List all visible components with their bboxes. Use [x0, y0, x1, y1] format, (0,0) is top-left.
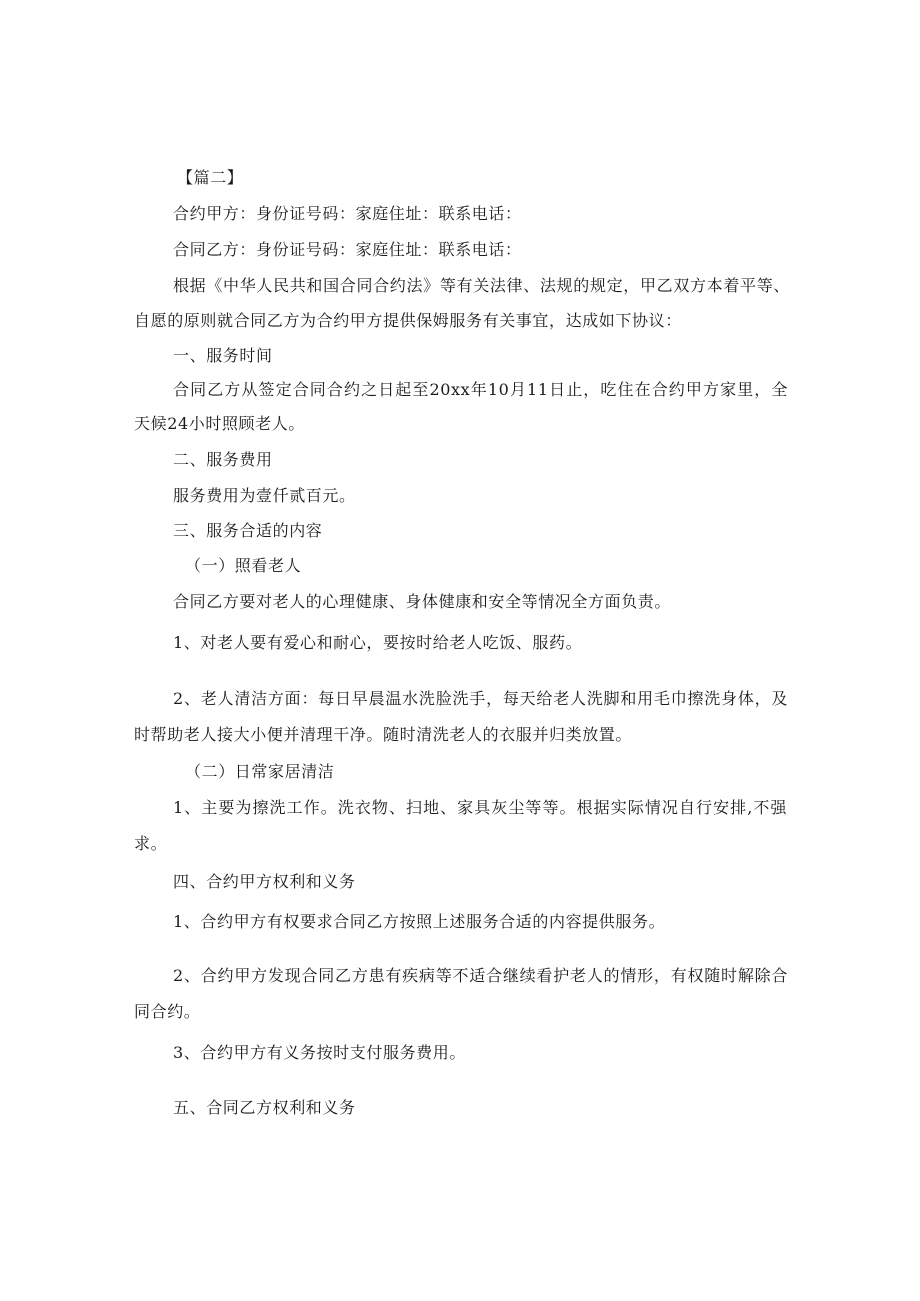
section-3-item-2-line-2: 时帮助老人接大小便并清理干净。随时清洗老人的衣服并归类放置。: [134, 725, 633, 744]
section-4-item-1: 1、合约甲方有权要求合同乙方按照上述服务合适的内容提供服务。: [173, 912, 666, 931]
section-heading: 【篇二】: [177, 168, 244, 187]
section-4-item-3: 3、合约甲方有义务按时支付服务费用。: [173, 1043, 466, 1062]
party-b-line: 合同乙方：身份证号码：家庭住址：联系电话：: [173, 240, 522, 259]
section-3-item-2-line-1: 2、老人清洁方面：每日早晨温水洗脸洗手，每天给老人洗脚和用毛巾擦洗身体，及: [173, 689, 788, 708]
section-4-item-2-line-2: 同合约。: [134, 1002, 201, 1021]
section-3-item-1: 1、对老人要有爱心和耐心，要按时给老人吃饭、服药。: [173, 633, 583, 652]
section-2-paragraph: 服务费用为壹仟贰百元。: [173, 486, 356, 505]
section-3-subsection-2-item-1-line-2: 求。: [134, 834, 168, 853]
section-3-subsection-2-title: （二）日常家居清洁: [185, 762, 335, 781]
intro-paragraph-line-2: 自愿的原则就合同乙方为合约甲方提供保姆服务有关事宜，达成如下协议：: [134, 311, 682, 330]
section-4-title: 四、合约甲方权利和义务: [173, 872, 356, 891]
section-1-title: 一、服务时间: [173, 346, 273, 365]
section-3-subsection-1-title: （一）照看老人: [185, 556, 302, 575]
section-3-subsection-2-item-1-line-1: 1、主要为擦洗工作。洗衣物、扫地、家具灰尘等等。根据实际情况自行安排,不强: [173, 798, 787, 817]
section-2-title: 二、服务费用: [173, 450, 273, 469]
intro-paragraph-line-1: 根据《中华人民共和国合同合约法》等有关法律、法规的规定，甲乙双方本着平等、: [173, 276, 790, 295]
section-1-paragraph-line-2: 天候24小时照顾老人。: [134, 414, 305, 433]
section-3-subsection-1-paragraph: 合同乙方要对老人的心理健康、身体健康和安全等情况全方面负责。: [173, 592, 672, 611]
party-a-line: 合约甲方：身份证号码：家庭住址：联系电话：: [173, 204, 522, 223]
section-3-title: 三、服务合适的内容: [173, 521, 323, 540]
section-1-paragraph-line-1: 合同乙方从签定合同合约之日起至20xx年10月11日止，吃住在合约甲方家里，全: [173, 380, 788, 399]
section-4-item-2-line-1: 2、合约甲方发现合同乙方患有疾病等不适合继续看护老人的情形，有权随时解除合: [173, 966, 788, 985]
section-5-title: 五、合同乙方权利和义务: [173, 1098, 356, 1117]
